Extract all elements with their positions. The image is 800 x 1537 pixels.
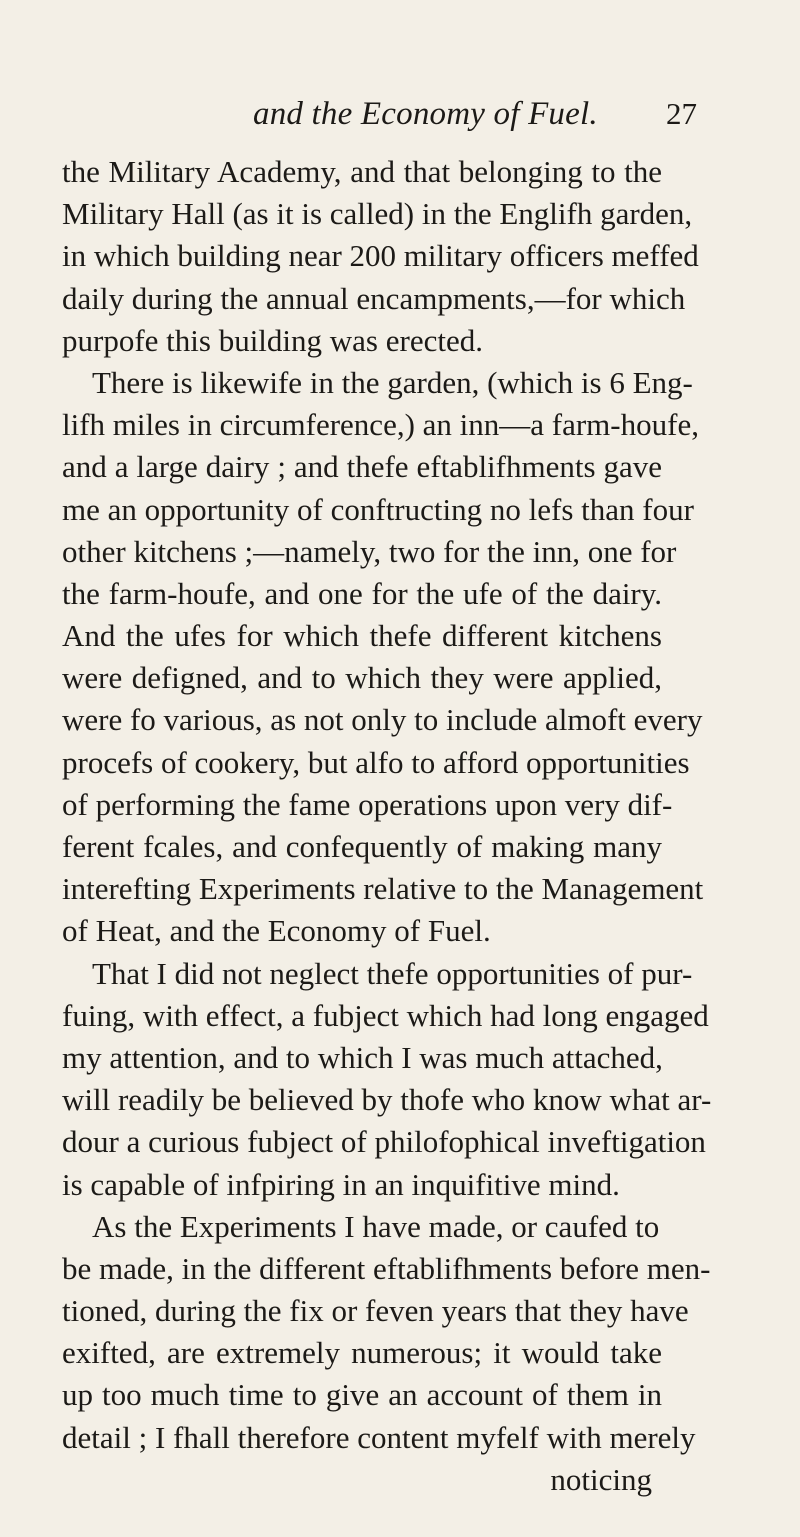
- text-line: exifted, are extremely numerous; it would take: [62, 1335, 662, 1371]
- text-line: That I did not neglect thefe opportunities of pur-: [92, 955, 693, 991]
- text-line: my attention, and to which I was much attached,: [62, 1039, 663, 1075]
- text-line: fuing, with effect, a fubject which had long engaged: [62, 997, 709, 1033]
- text-line: were fo various, as not only to include almoft every: [62, 702, 703, 738]
- text-line: detail ; I fhall therefore content myfelf with merely: [62, 1419, 696, 1455]
- text-line: dour a curious fubject of philofophical inveftigation: [62, 1124, 706, 1160]
- text-line: And the ufes for which thefe different kitchens: [62, 618, 662, 654]
- text-line: ferent fcales, and confequently of making many: [62, 829, 662, 864]
- page-number: 27: [666, 96, 697, 131]
- text-line: interefting Experiments relative to the Management: [62, 871, 704, 907]
- text-line: be made, in the different eftablifhments before men-: [62, 1250, 711, 1286]
- text-line: Military Hall (as it is called) in the Englifh garden,: [62, 196, 693, 232]
- text-line: tioned, during the fix or feven years that they have: [62, 1293, 689, 1329]
- text-line: As the Experiments I have made, or caufed to: [92, 1208, 660, 1244]
- text-line: other kitchens ;—namely, two for the inn, one for: [62, 533, 677, 569]
- running-title: and the Economy of Fuel.: [253, 96, 598, 132]
- text-line: in which building near 200 military officers meffed: [62, 238, 699, 274]
- text-line: will readily be believed by thofe who know what ar-: [62, 1082, 712, 1118]
- text-line: purpofe this building was erected.: [62, 322, 483, 358]
- body-text: [62, 151, 712, 1501]
- text-line: There is likewife in the garden, (which is 6 Eng-: [92, 364, 693, 400]
- text-line: of Heat, and the Economy of Fuel.: [62, 913, 491, 949]
- text-line: procefs of cookery, but alfo to afford opportunities: [62, 744, 690, 780]
- text-line: me an opportunity of conftructing no lefs than four: [62, 491, 694, 527]
- text-line: lifh miles in circumference,) an inn—a farm-houfe,: [62, 407, 699, 443]
- text-line: were defigned, and to which they were applied,: [62, 660, 662, 696]
- text-line: and a large dairy ; and thefe eftablifhments gave: [62, 449, 662, 485]
- text-line: the Military Academy, and that belonging to the: [62, 154, 662, 189]
- text-line: up too much time to give an account of them in: [62, 1377, 662, 1413]
- text-line: of performing the fame operations upon very dif-: [62, 786, 673, 822]
- text-line: the farm-houfe, and one for the ufe of the dairy.: [62, 575, 662, 611]
- page-header: [0, 96, 800, 156]
- catchword: noticing: [550, 1461, 652, 1497]
- text-line: is capable of infpiring in an inquifitive mind.: [62, 1166, 620, 1202]
- text-line: daily during the annual encampments,—for which: [62, 280, 686, 316]
